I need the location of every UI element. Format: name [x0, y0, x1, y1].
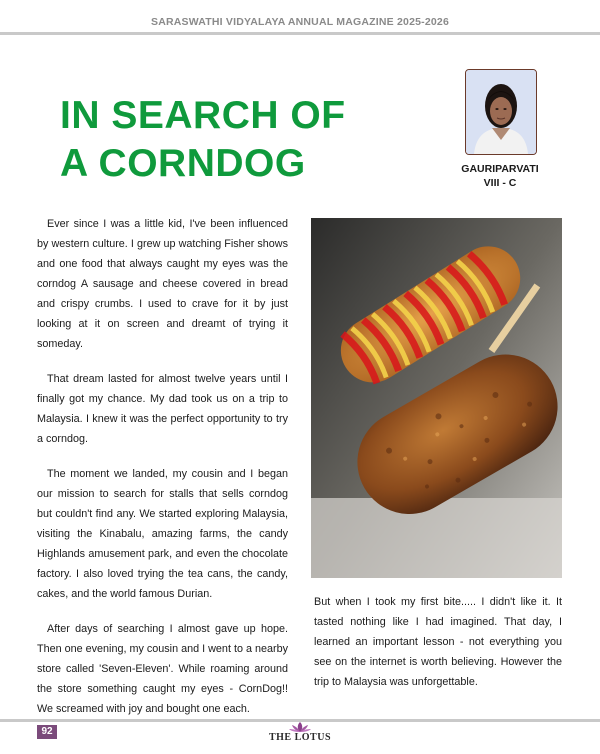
author-photo [465, 69, 537, 155]
article-title-line-2: A CORNDOG [60, 142, 306, 185]
article-body-right-column [314, 592, 562, 707]
author-name: GAURIPARVATI [461, 163, 539, 175]
article-paragraph: Ever since I was a little kid, I've been influenced by western culture. I grew up watching Fisher shows and one food that always caught my eyes was the corndog A sausage and cheese covered in bread and crispy crumbs. I used to crave for it by just looking at it on screen and dreamt of trying it someday. [37, 218, 288, 350]
header-divider [0, 32, 600, 35]
magazine-header-title: SARASWATHI VIDYALAYA ANNUAL MAGAZINE 2025-2026 [150, 16, 450, 28]
article-paragraph: After days of searching I almost gave up hope. Then one evening, my cousin and I went to a nearby store called 'Seven-Eleven'. While roaming around the store something caught my eyes - CornDog!! We screamed with joy and bought one each. [37, 623, 288, 715]
author-class: VIII - C [483, 177, 517, 189]
article-paragraph: The moment we landed, my cousin and I began our mission to search for stalls that sells corndog but couldn't find any. We started exploring Malaysia, visiting the Kinabalu, amazing farms, the candy Highlands amusement park, and even the chocolate factory. I also loved trying the tea cans, the candy, cakes, and the world famous Durian. [37, 468, 288, 600]
page-number: 92 [37, 725, 57, 739]
article-body-left-column [37, 214, 288, 734]
article-paragraph: But when I took my first bite..... I didn't like it. It tasted nothing like I had imagined. That day, I learned an important lesson - not everything you see on the internet is worth believing. However the trip to Malaysia was unforgettable. [314, 596, 562, 688]
corndog-photo [311, 218, 562, 578]
article-title [60, 92, 440, 188]
footer-brand: THE LOTUS [268, 732, 332, 743]
article-paragraph: That dream lasted for almost twelve years until I finally got my chance. My dad took us on a trip to Malaysia. I knew it was the perfect opportunity to try a corndog. [37, 373, 288, 445]
article-title-line-1: IN SEARCH OF [60, 94, 346, 137]
